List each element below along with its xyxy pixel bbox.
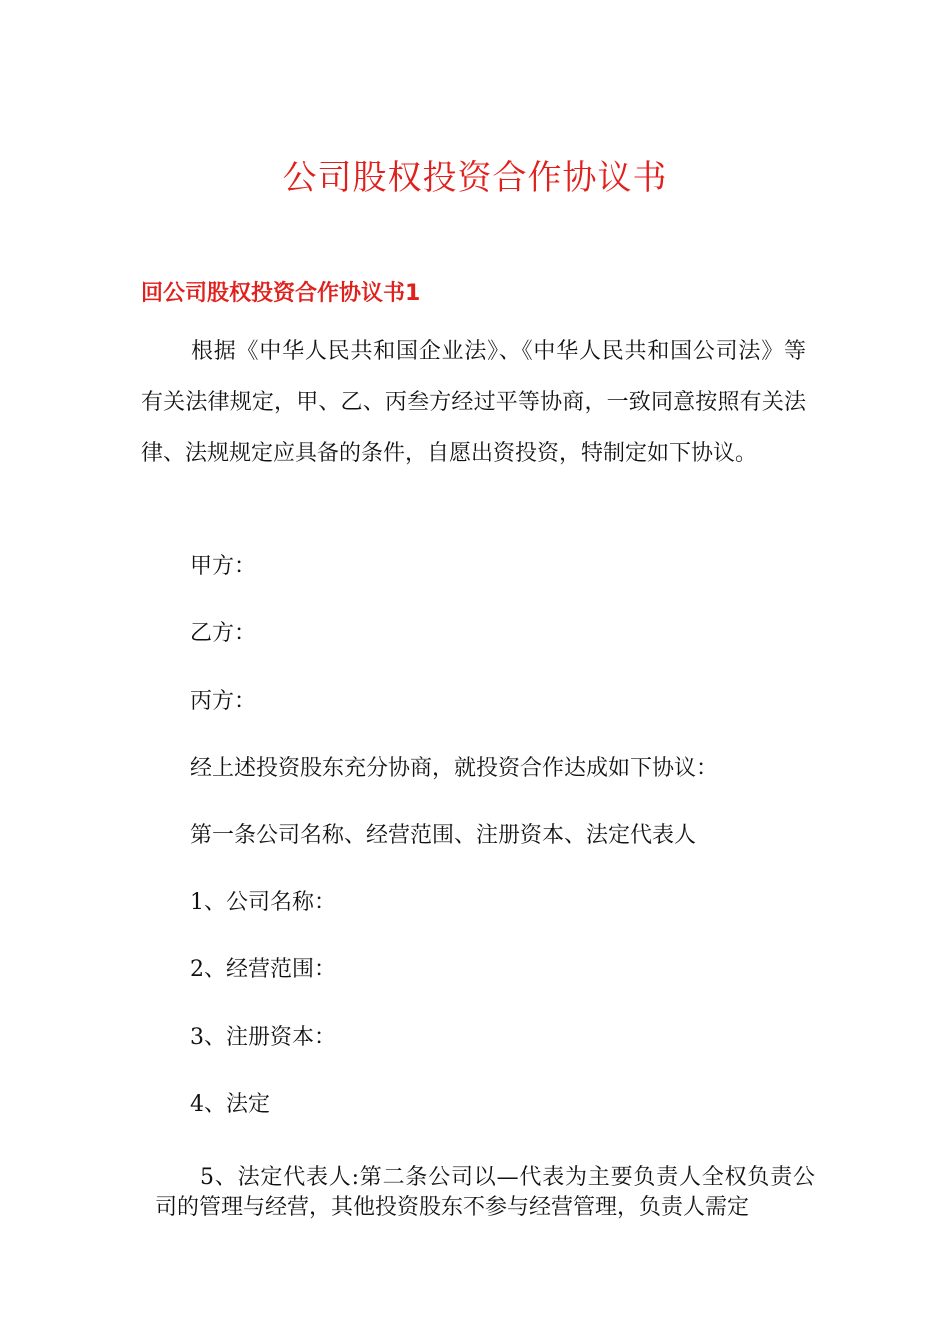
party-b-line: 乙方：	[190, 621, 257, 646]
article-1-heading: 第一条公司名称、经营范围、注册资本、法定代表人	[190, 823, 697, 848]
item-legal-representative-clause: 5、法定代表人:第二条公司以—代表为主要负责人全权负责公司的管理与经营，其他投资股东不参与经营管理，负责人需定	[155, 1165, 815, 1220]
item-company-name: 1、公司名称：	[190, 890, 336, 915]
item-legal-representative-short: 4、法定	[190, 1092, 270, 1117]
document-title: 公司股权投资合作协议书	[282, 158, 668, 198]
item-registered-capital: 3、注册资本：	[190, 1025, 336, 1050]
agreement-intro-line: 经上述投资股东充分协商，就投资合作达成如下协议：	[190, 756, 719, 781]
party-c-line: 丙方：	[190, 689, 257, 714]
intro-paragraph: 根据《中华人民共和国企业法》、《中华人民共和国公司法》等有关法律规定，甲、乙、丙叁方经过平等协商，一致同意按照有关法律、法规规定应具备的条件，自愿出资投资，特制定如下协议。	[141, 339, 806, 466]
section-heading: 回公司股权投资合作协议书1	[141, 281, 421, 306]
item-business-scope: 2、经营范围：	[190, 957, 336, 982]
party-a-line: 甲方：	[190, 554, 257, 579]
